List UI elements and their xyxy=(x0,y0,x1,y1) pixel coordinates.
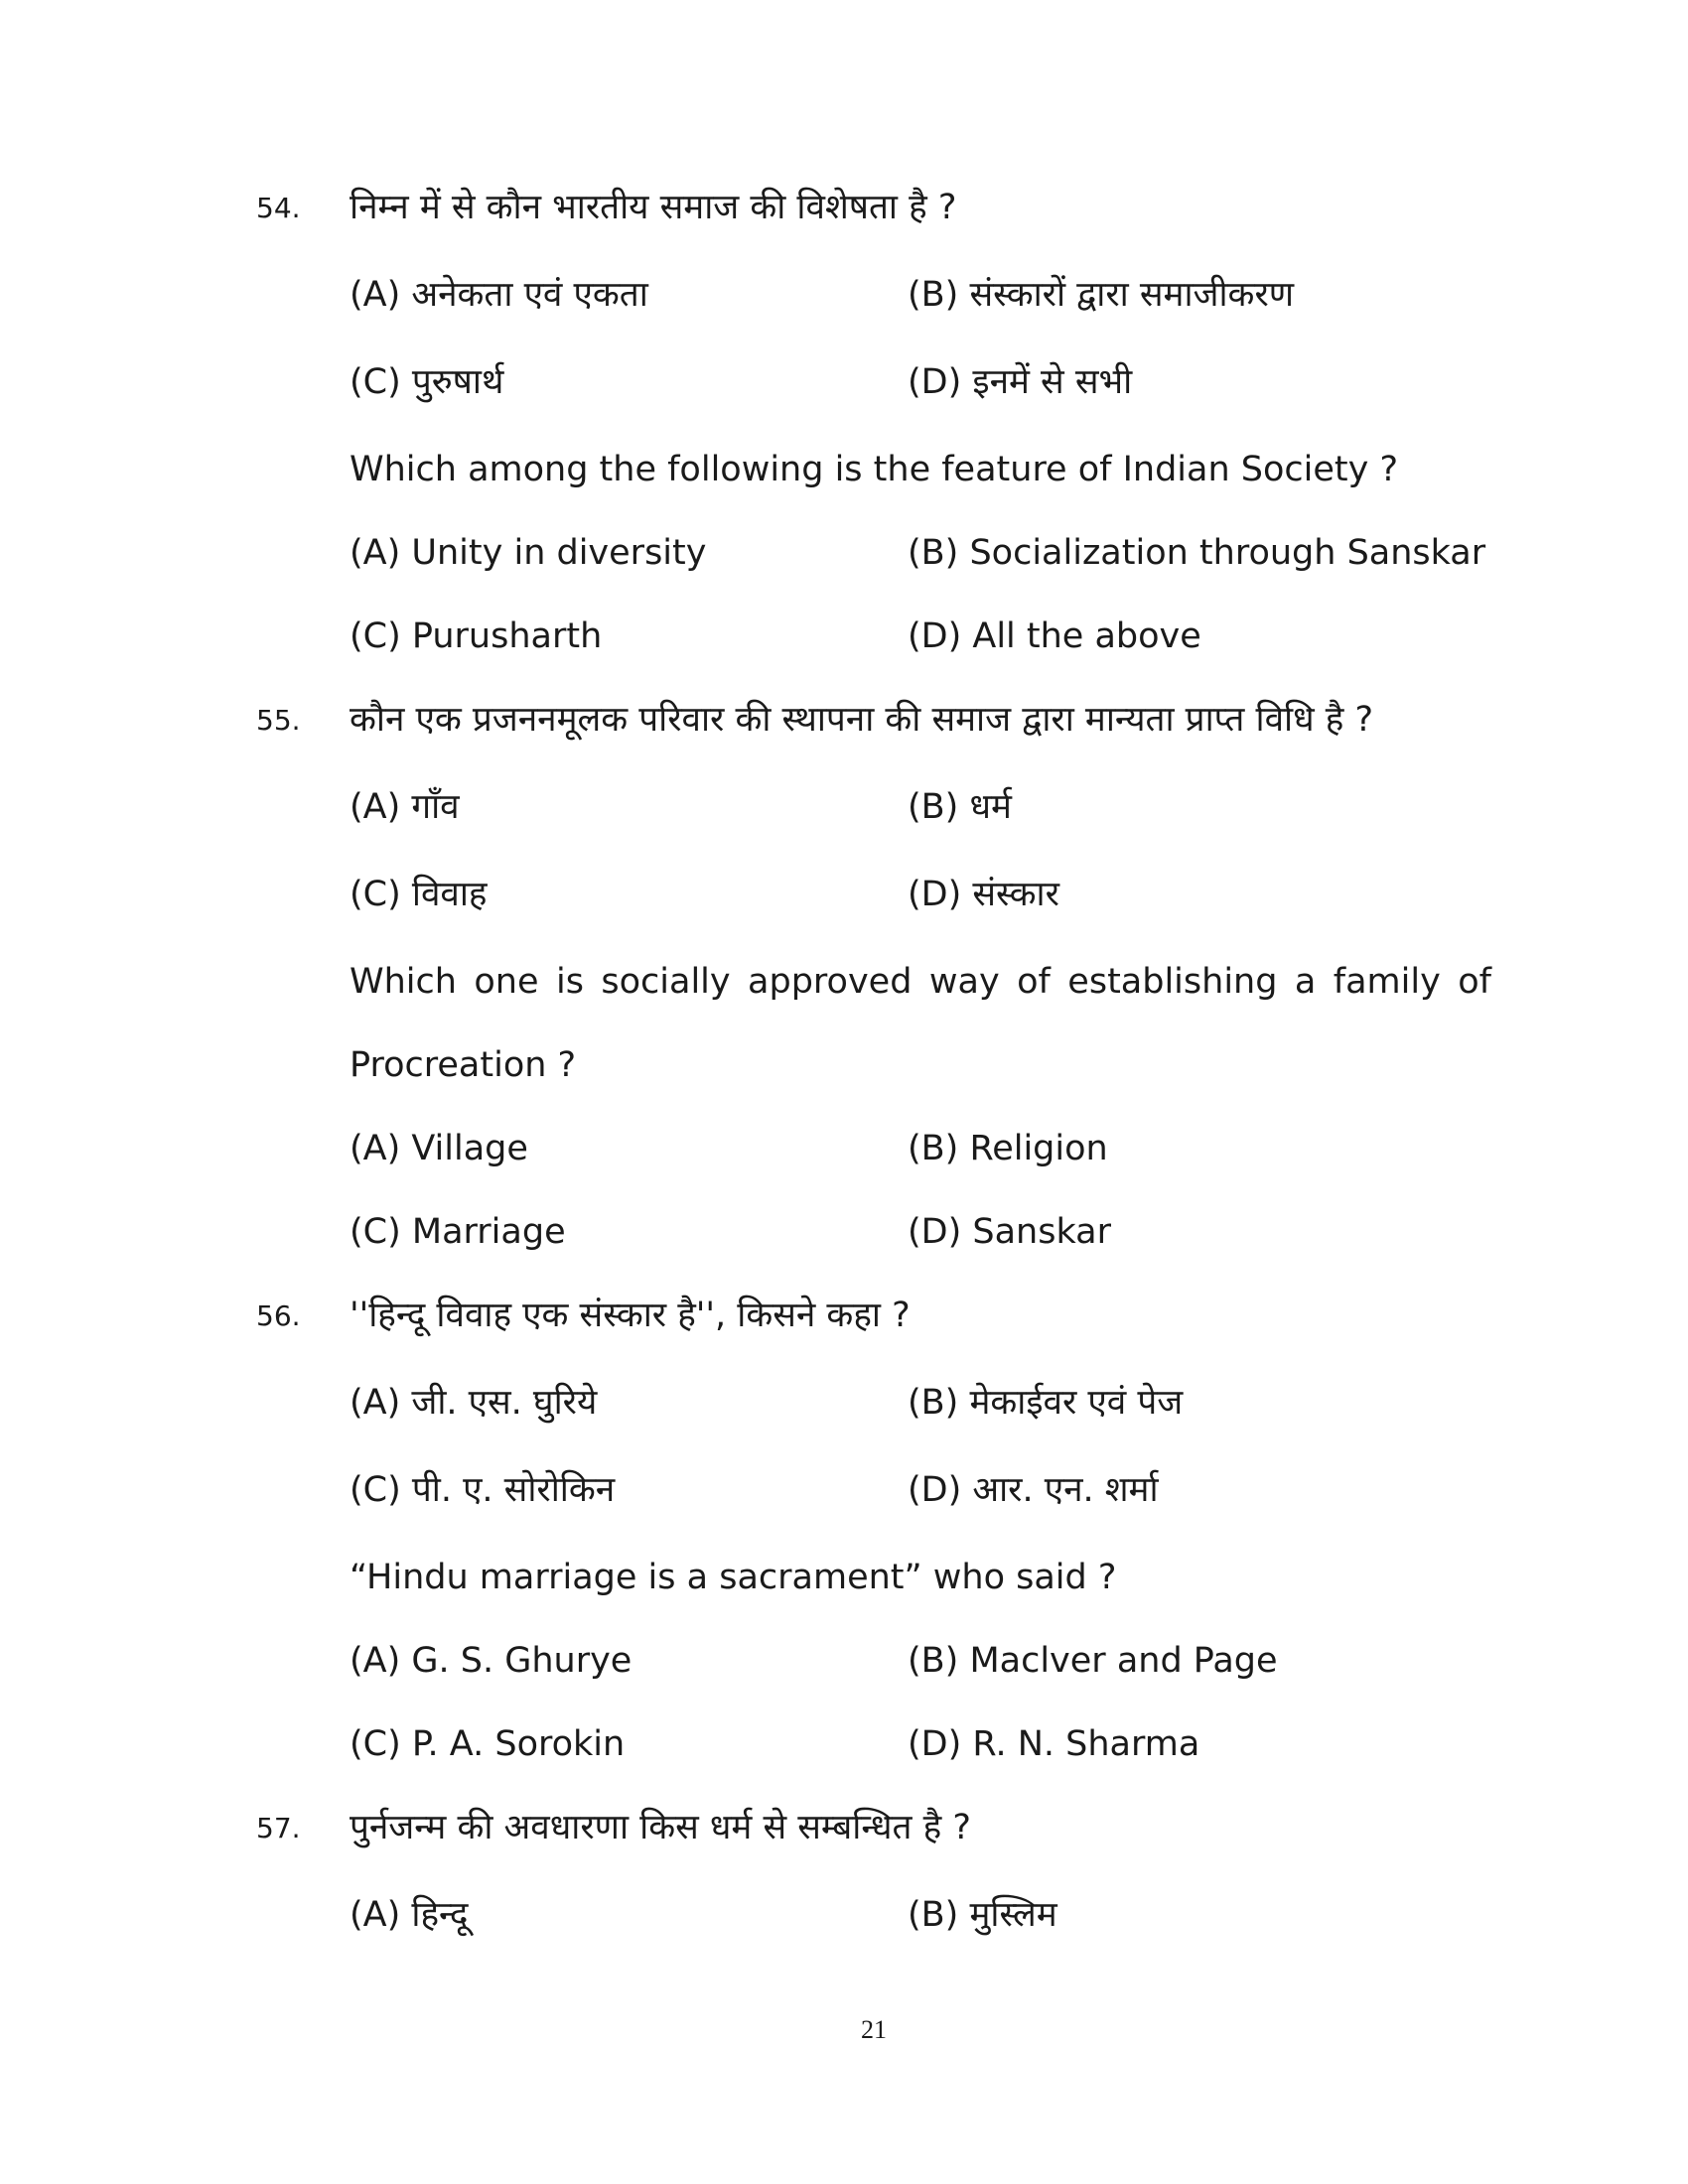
option-d-hindi: (D) आर. एन. शर्मा xyxy=(908,1470,1159,1510)
option-c-hindi: (C) विवाह xyxy=(350,875,488,914)
question-text-hindi: निम्न में से कौन भारतीय समाज की विशेषता है ? xyxy=(350,188,957,227)
option-a-english: (A) G. S. Ghurye xyxy=(350,1641,633,1681)
option-a-hindi: (A) अनेकता एवं एकता xyxy=(350,275,648,315)
option-d-english: (D) R. N. Sharma xyxy=(908,1724,1200,1764)
page-number: 21 xyxy=(861,2015,887,2044)
option-b-hindi: (B) संस्कारों द्वारा समाजीकरण xyxy=(908,275,1295,315)
option-a-hindi: (A) जी. एस. घुरिये xyxy=(350,1383,598,1423)
option-c-english: (C) P. A. Sorokin xyxy=(350,1724,626,1764)
question-text-english-cont: Procreation ? xyxy=(350,1045,577,1085)
question-text-hindi: पुर्नजन्म की अवधारणा किस धर्म से सम्बन्धित है ? xyxy=(350,1808,971,1847)
option-b-english: (B) Socialization through Sanskar xyxy=(908,533,1486,573)
question-text-hindi: कौन एक प्रजननमूलक परिवार की स्थापना की समाज द्वारा मान्यता प्राप्त विधि है ? xyxy=(350,700,1374,740)
option-b-hindi: (B) मेकाईवर एवं पेज xyxy=(908,1383,1184,1423)
question-number: 54. xyxy=(256,192,301,224)
question-text-hindi: ''हिन्दू विवाह एक संस्कार है'', किसने कहा ? xyxy=(350,1296,911,1335)
option-a-english: (A) Unity in diversity xyxy=(350,533,707,573)
question-number: 56. xyxy=(256,1299,301,1332)
option-d-english: (D) Sanskar xyxy=(908,1212,1111,1252)
question-number: 55. xyxy=(256,704,301,737)
option-c-english: (C) Marriage xyxy=(350,1212,566,1252)
option-a-hindi: (A) गाँव xyxy=(350,787,460,827)
option-d-english: (D) All the above xyxy=(908,616,1201,656)
option-d-hindi: (D) संस्कार xyxy=(908,875,1059,914)
option-c-hindi: (C) पी. ए. सोरोकिन xyxy=(350,1470,616,1510)
option-b-english: (B) Religion xyxy=(908,1129,1108,1168)
question-number: 57. xyxy=(256,1812,301,1844)
option-b-english: (B) Maclver and Page xyxy=(908,1641,1278,1681)
question-text-english: Which one is socially approved way of establishing a family of xyxy=(350,962,1491,1002)
option-a-hindi: (A) हिन्दू xyxy=(350,1895,469,1935)
option-c-english: (C) Purusharth xyxy=(350,616,603,656)
option-b-hindi: (B) धर्म xyxy=(908,787,1012,827)
question-text-english: “Hindu marriage is a sacrament” who said ? xyxy=(350,1558,1117,1597)
option-b-hindi: (B) मुस्लिम xyxy=(908,1895,1057,1935)
question-text-english: Which among the following is the feature of Indian Society ? xyxy=(350,450,1399,489)
option-c-hindi: (C) पुरुषार्थ xyxy=(350,362,504,402)
option-d-hindi: (D) इनमें से सभी xyxy=(908,362,1133,402)
option-a-english: (A) Village xyxy=(350,1129,528,1168)
